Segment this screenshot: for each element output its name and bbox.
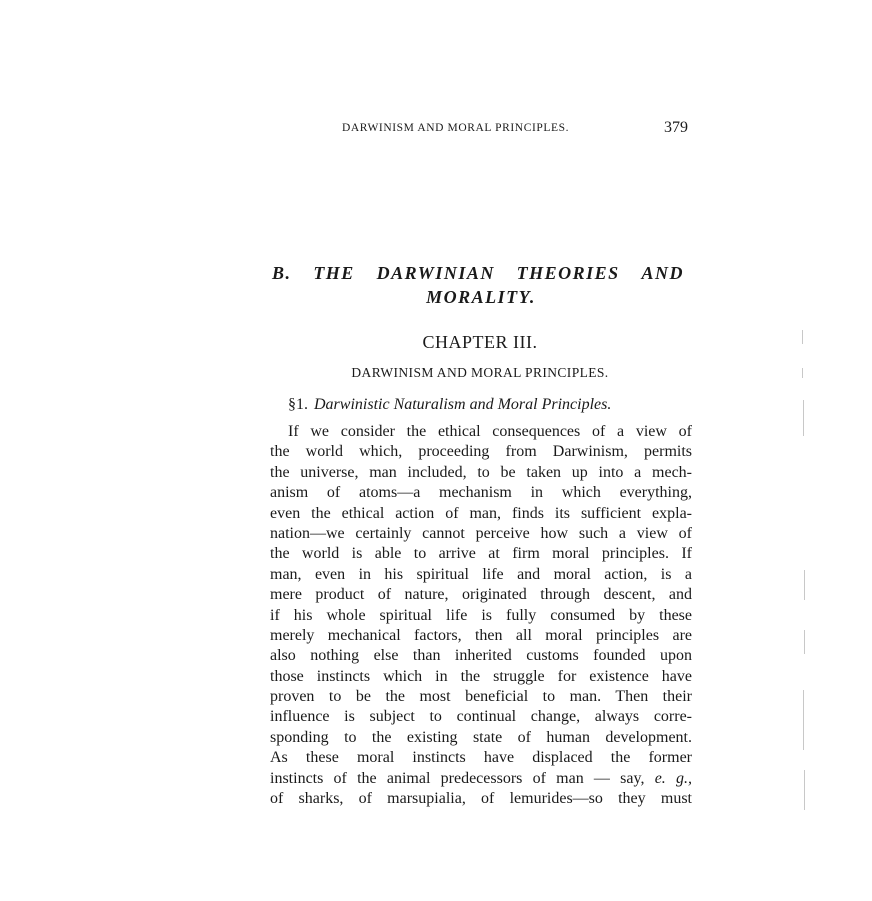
chapter-title: CHAPTER III. [422, 332, 538, 352]
body-line: those instincts which in the struggle for existence have [270, 667, 692, 685]
part-word: AND [641, 263, 684, 283]
body-line: man, even in his spiritual life and moral action, is a [270, 565, 692, 583]
part-title [272, 261, 684, 309]
body-line: merely mechanical factors, then all moral principles are [270, 626, 692, 644]
body-line: mere product of nature, originated through descent, and [270, 586, 692, 604]
body-line: of sharks, of marsupialia, of lemurides—so they must [270, 790, 692, 808]
body-line: If we consider the ethical consequences of a view of [288, 423, 692, 440]
body-line: anism of atoms—a mechanism in which everything, [270, 484, 692, 502]
scan-mark [804, 770, 805, 810]
scan-mark [803, 400, 804, 436]
body-line: As these moral instincts have displaced the former [270, 749, 692, 767]
running-head [270, 120, 690, 138]
body-line: the world which, proceeding from Darwinism, permits [270, 443, 692, 461]
scan-mark [802, 330, 803, 344]
eg-abbreviation: e. g., [654, 769, 693, 787]
body-line-with-eg [270, 769, 692, 789]
scan-mark [804, 630, 805, 654]
scan-mark [802, 368, 803, 378]
part-label: B. [272, 263, 292, 283]
part-word: THE [313, 263, 355, 283]
running-head-title: DARWINISM AND MORAL PRINCIPLES. [342, 122, 570, 134]
part-word: THEORIES [516, 263, 620, 283]
scan-mark [803, 690, 804, 750]
part-title-line-2: MORALITY. [426, 287, 536, 307]
chapter-subtitle: DARWINISM AND MORAL PRINCIPLES. [351, 365, 609, 380]
part-word: DARWINIAN [376, 263, 495, 283]
body-line: sponding to the existing state of human development. [270, 728, 692, 746]
section-title: Darwinistic Naturalism and Moral Principles. [314, 396, 612, 413]
body-line: also nothing else than inherited customs founded upon [270, 647, 692, 665]
body-line: the universe, man included, to be taken up into a mech- [270, 463, 692, 481]
body-line: proven to be the most beneficial to man. Then their [270, 688, 692, 706]
body-line: even the ethical action of man, finds its sufficient expla- [270, 504, 692, 522]
scan-edge-marks [798, 330, 812, 850]
body-line: the world is able to arrive at firm moral principles. If [270, 545, 692, 563]
scan-mark [804, 570, 805, 600]
body-line: influence is subject to continual change, always corre- [270, 708, 692, 726]
section-number: §1. [288, 396, 308, 413]
body-line: if his whole spiritual life is fully consumed by these [270, 606, 692, 624]
body-line-text: instincts of the animal predecessors of man — say, [270, 769, 645, 787]
page-number: 379 [664, 119, 688, 136]
body-text [270, 422, 692, 809]
section-heading [288, 396, 698, 414]
body-line: nation—we certainly cannot perceive how such a view of [270, 524, 692, 542]
part-title-line-1 [272, 261, 684, 285]
